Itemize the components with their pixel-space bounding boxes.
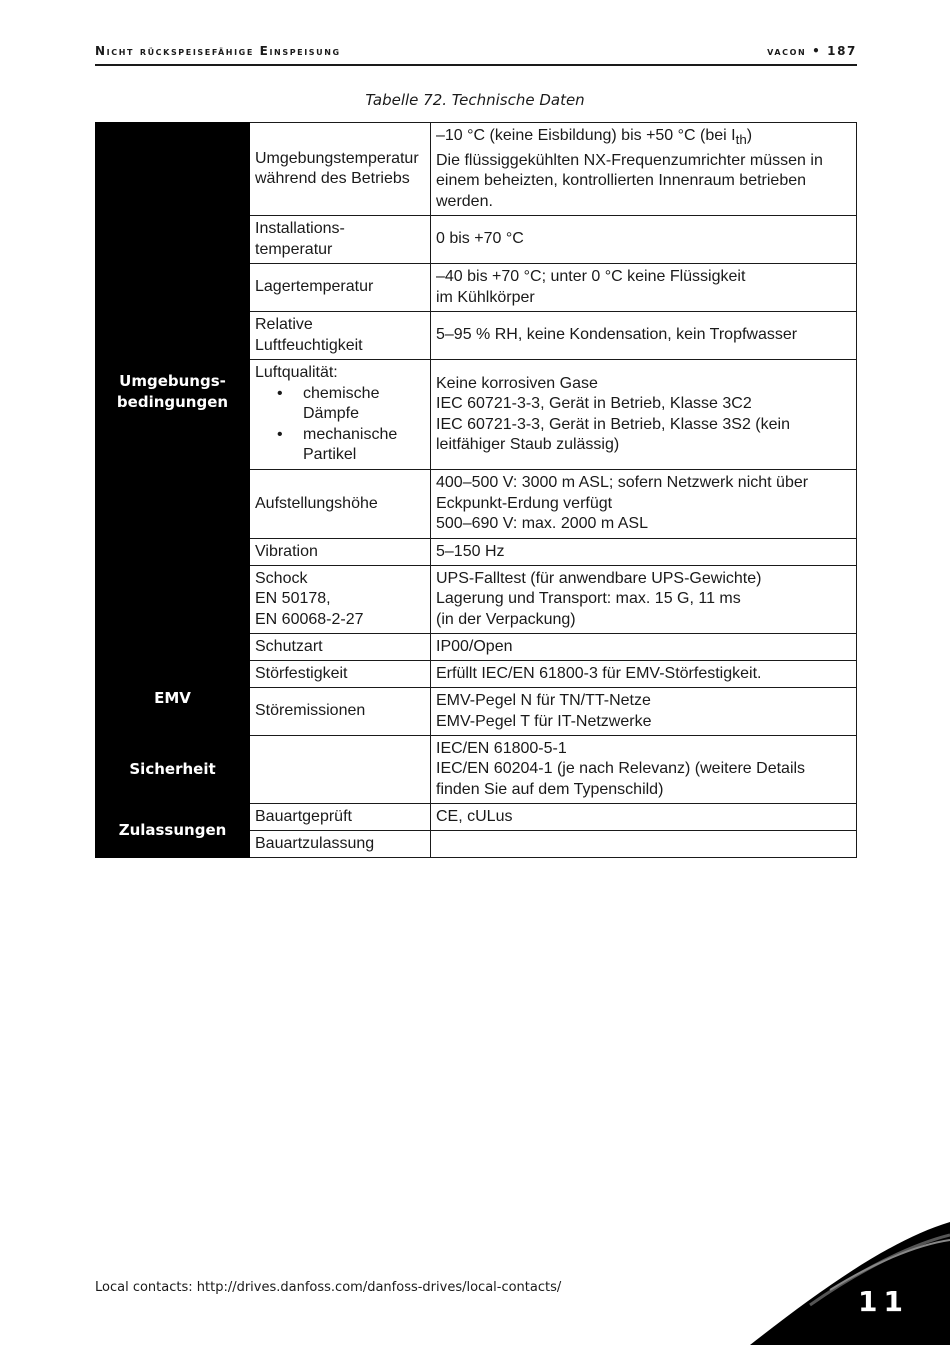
param-cell: Störemissionen <box>250 688 431 736</box>
table-row <box>96 661 857 688</box>
corner-decoration <box>740 1210 950 1345</box>
param-cell: Bauartgeprüft <box>250 804 431 831</box>
value-cell: Erfüllt IEC/EN 61800-3 für EMV-Störfestigkeit. <box>431 661 857 688</box>
value-cell: 5–95 % RH, keine Kondensation, kein Tropfwasser <box>431 312 857 360</box>
param-cell <box>250 360 431 470</box>
param-cell: Bauartzulassung <box>250 831 431 858</box>
param-cell <box>250 736 431 804</box>
value-cell: 5–150 Hz <box>431 539 857 566</box>
value-cell: CE, cULus <box>431 804 857 831</box>
value-text: –10 °C (keine Eisbildung) bis +50 °C (bei I <box>436 126 736 144</box>
footer-contacts: Local contacts: http://drives.danfoss.com/danfoss-drives/local-contacts/ <box>95 1280 562 1295</box>
chapter-number: 11 <box>858 1285 909 1318</box>
value-cell: 400–500 V: 3000 m ASL; sofern Netzwerk nicht über Eckpunkt-Erdung verfügt 500–690 V: max. 2000 m ASL <box>431 470 857 539</box>
param-cell: Relative Luftfeuchtigkeit <box>250 312 431 360</box>
table-caption: Tabelle 72. Technische Daten <box>365 91 585 109</box>
param-cell: Lagertemperatur <box>250 264 431 312</box>
table-row <box>96 736 857 804</box>
table-row <box>96 804 857 831</box>
param-cell: Schock EN 50178, EN 60068-2-27 <box>250 566 431 634</box>
value-text: ) Die flüssiggekühlten NX-Frequenzumrichter müssen in einem beheizten, kontrollierten Innenraum betrieben werden. <box>436 126 823 210</box>
value-cell <box>431 831 857 858</box>
param-cell: Umgebungstemperatur während des Betriebs <box>250 123 431 216</box>
value-cell: IP00/Open <box>431 634 857 661</box>
category-cell: Sicherheit <box>96 736 250 804</box>
subscript-text: th <box>735 132 747 148</box>
list-item: • chemische Dämpfe <box>303 384 425 425</box>
param-cell: Vibration <box>250 539 431 566</box>
category-cell: EMV <box>96 661 250 736</box>
chapter-title: Nicht rückspeisefähige Einspeisung <box>95 44 341 58</box>
category-cell: Umgebungs- bedingungen <box>96 123 250 661</box>
table-row <box>96 123 857 216</box>
value-cell: IEC/EN 61800-5-1 IEC/EN 60204-1 (je nach Relevanz) (weitere Details finden Sie auf dem Typenschild) <box>431 736 857 804</box>
category-cell: Zulassungen <box>96 804 250 858</box>
value-cell: EMV-Pegel N für TN/TT-Netze EMV-Pegel T für IT-Netzwerke <box>431 688 857 736</box>
value-cell: Keine korrosiven Gase IEC 60721-3-3, Gerät in Betrieb, Klasse 3C2 IEC 60721-3-3, Gerät in Betrieb, Klasse 3S2 (kein leitfähiger Staub zulässig) <box>431 360 857 470</box>
param-cell: Installations- temperatur <box>250 216 431 264</box>
value-cell: 0 bis +70 °C <box>431 216 857 264</box>
param-cell: Aufstellungshöhe <box>250 470 431 539</box>
bullet-list <box>255 384 425 466</box>
value-cell: –40 bis +70 °C; unter 0 °C keine Flüssigkeit im Kühlkörper <box>431 264 857 312</box>
page-number: vacon • 187 <box>767 44 857 58</box>
param-label: Luftqualität: <box>255 364 338 382</box>
param-cell: Schutzart <box>250 634 431 661</box>
technical-data-table <box>95 122 857 858</box>
value-cell <box>431 123 857 216</box>
list-item: • mechanische Partikel <box>303 425 425 466</box>
value-cell: UPS-Falltest (für anwendbare UPS-Gewichte) Lagerung und Transport: max. 15 G, 11 ms (in der Verpackung) <box>431 566 857 634</box>
page-header <box>95 42 857 66</box>
param-cell: Störfestigkeit <box>250 661 431 688</box>
